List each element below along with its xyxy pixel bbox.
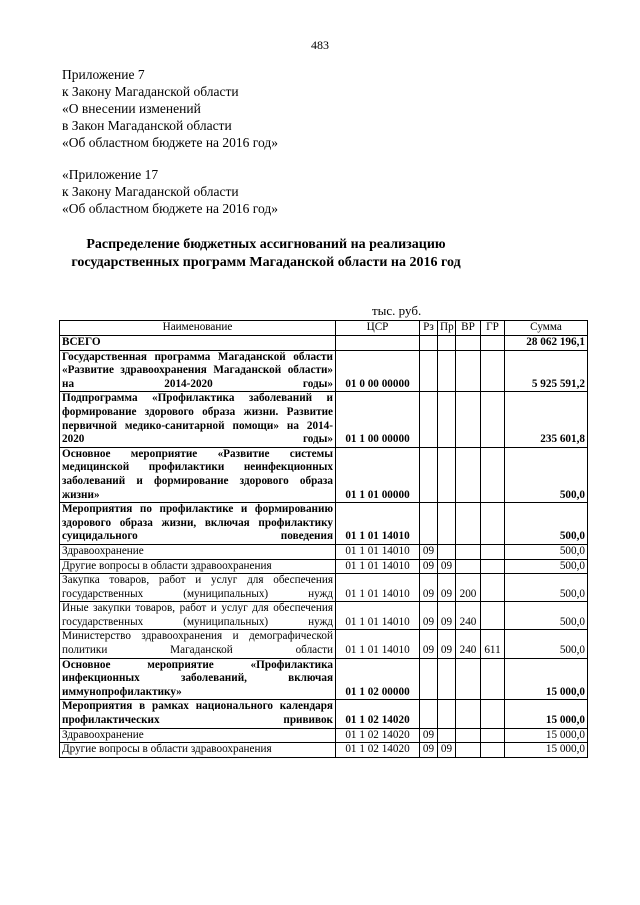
cell-rz: 09 [420, 602, 438, 630]
cell-gr [481, 392, 505, 447]
cell-gr [481, 559, 505, 574]
table-row [60, 630, 588, 658]
cell-rz: 09 [420, 574, 438, 602]
cell-csr: 01 1 02 00000 [336, 658, 420, 700]
annex-line: Приложение 7 [62, 67, 145, 82]
cell-vr [456, 392, 481, 447]
cell-gr [481, 728, 505, 743]
cell-sum: 500,0 [505, 447, 588, 502]
cell-vr [456, 743, 481, 758]
cell-name: Основное мероприятие «Профилактика инфекционных заболеваний, включая иммунопрофилактику» [60, 658, 336, 700]
annex-header-original [62, 166, 278, 217]
cell-rz [420, 350, 438, 392]
cell-csr: 01 1 01 14010 [336, 630, 420, 658]
cell-rz [420, 658, 438, 700]
cell-pr [438, 350, 456, 392]
cell-name: Здравоохранение [60, 544, 336, 559]
cell-gr [481, 447, 505, 502]
cell-name: Мероприятия по профилактике и формированию здорового образа жизни, включая профилактику суицидального поведения [60, 503, 336, 545]
cell-sum: 15 000,0 [505, 658, 588, 700]
cell-csr: 01 1 01 14010 [336, 602, 420, 630]
cell-sum: 500,0 [505, 559, 588, 574]
cell-gr [481, 602, 505, 630]
table-row [60, 559, 588, 574]
cell-vr [456, 700, 481, 728]
cell-csr: 01 1 01 00000 [336, 447, 420, 502]
cell-vr [456, 559, 481, 574]
annex-line: «О внесении изменений [62, 101, 201, 116]
cell-name: Основное мероприятие «Развитие системы медицинской профилактики неинфекционных заболеваний и формирование здорового образа жизни» [60, 447, 336, 502]
header-csr: ЦСР [336, 321, 420, 336]
annex-line: к Закону Магаданской области [62, 184, 239, 199]
cell-pr: 09 [438, 630, 456, 658]
cell-gr [481, 544, 505, 559]
cell-sum: 500,0 [505, 630, 588, 658]
cell-pr [438, 700, 456, 728]
cell-vr [456, 447, 481, 502]
header-rz: Рз [420, 321, 438, 336]
cell-vr [456, 336, 481, 351]
cell-pr: 09 [438, 743, 456, 758]
cell-vr: 240 [456, 630, 481, 658]
cell-pr: 09 [438, 574, 456, 602]
cell-sum: 5 925 591,2 [505, 350, 588, 392]
cell-gr [481, 503, 505, 545]
budget-table [59, 320, 588, 758]
table-row [60, 700, 588, 728]
cell-sum: 500,0 [505, 574, 588, 602]
annex-line: «Об областном бюджете на 2016 год» [62, 201, 278, 216]
cell-gr [481, 350, 505, 392]
header-sum: Сумма [505, 321, 588, 336]
cell-rz [420, 447, 438, 502]
table-row [60, 392, 588, 447]
cell-pr [438, 544, 456, 559]
cell-name: Иные закупки товаров, работ и услуг для обеспечения государственных (муниципальных) нужд [60, 602, 336, 630]
cell-rz: 09 [420, 544, 438, 559]
table-row [60, 447, 588, 502]
header-gr: ГР [481, 321, 505, 336]
cell-vr [456, 544, 481, 559]
cell-name: Другие вопросы в области здравоохранения [60, 743, 336, 758]
table-row [60, 544, 588, 559]
cell-name: Другие вопросы в области здравоохранения [60, 559, 336, 574]
cell-name: Мероприятия в рамках национального календаря профилактических прививок [60, 700, 336, 728]
table-row [60, 574, 588, 602]
cell-csr: 01 1 01 14010 [336, 503, 420, 545]
cell-name: Государственная программа Магаданской области «Развитие здравоохранения Магаданской области» на 2014-2020 годы» [60, 350, 336, 392]
cell-sum: 500,0 [505, 602, 588, 630]
annex-header-current [62, 66, 278, 151]
cell-pr [438, 503, 456, 545]
cell-rz [420, 392, 438, 447]
cell-vr [456, 728, 481, 743]
cell-gr [481, 574, 505, 602]
cell-rz: 09 [420, 559, 438, 574]
cell-csr [336, 336, 420, 351]
cell-vr: 200 [456, 574, 481, 602]
annex-line: к Закону Магаданской области [62, 84, 239, 99]
cell-pr [438, 728, 456, 743]
cell-name: Закупка товаров, работ и услуг для обеспечения государственных (муниципальных) нужд [60, 574, 336, 602]
cell-gr [481, 658, 505, 700]
page-number: 483 [311, 38, 329, 52]
cell-pr: 09 [438, 559, 456, 574]
cell-csr: 01 1 02 14020 [336, 700, 420, 728]
cell-rz [420, 336, 438, 351]
cell-sum: 500,0 [505, 544, 588, 559]
cell-rz: 09 [420, 728, 438, 743]
table-header-row [60, 321, 588, 336]
cell-vr [456, 503, 481, 545]
table-row [60, 728, 588, 743]
cell-pr [438, 658, 456, 700]
cell-pr [438, 447, 456, 502]
cell-vr [456, 658, 481, 700]
cell-pr [438, 392, 456, 447]
cell-csr: 01 1 01 14010 [336, 544, 420, 559]
cell-pr: 09 [438, 602, 456, 630]
cell-csr: 01 1 01 14010 [336, 574, 420, 602]
cell-vr: 240 [456, 602, 481, 630]
cell-rz [420, 700, 438, 728]
cell-sum: 235 601,8 [505, 392, 588, 447]
cell-sum: 500,0 [505, 503, 588, 545]
cell-csr: 01 1 02 14020 [336, 728, 420, 743]
table-row [60, 503, 588, 545]
header-vr: ВР [456, 321, 481, 336]
cell-name: ВСЕГО [60, 336, 336, 351]
cell-csr: 01 1 00 00000 [336, 392, 420, 447]
cell-name: Подпрограмма «Профилактика заболеваний и формирование здорового образа жизни. Развитие первичной медико-санитарной помощи» на 2014-2020 годы» [60, 392, 336, 447]
table-row [60, 602, 588, 630]
header-name: Наименование [60, 321, 336, 336]
cell-sum: 15 000,0 [505, 743, 588, 758]
cell-sum: 15 000,0 [505, 728, 588, 743]
cell-gr [481, 700, 505, 728]
cell-csr: 01 1 02 14020 [336, 743, 420, 758]
header-pr: Пр [438, 321, 456, 336]
table-row [60, 743, 588, 758]
currency-unit: тыс. руб. [372, 303, 422, 318]
cell-rz: 09 [420, 630, 438, 658]
cell-gr [481, 336, 505, 351]
document-title: Распределение бюджетных ассигнований на реализацию государственных программ Магаданской области на 2016 год [71, 237, 461, 270]
annex-line: «Об областном бюджете на 2016 год» [62, 135, 278, 150]
cell-csr: 01 0 00 00000 [336, 350, 420, 392]
table-row [60, 336, 588, 351]
cell-name: Здравоохранение [60, 728, 336, 743]
cell-sum: 28 062 196,1 [505, 336, 588, 351]
table-row [60, 350, 588, 392]
cell-vr [456, 350, 481, 392]
cell-rz [420, 503, 438, 545]
table-row [60, 658, 588, 700]
cell-sum: 15 000,0 [505, 700, 588, 728]
annex-line: «Приложение 17 [62, 167, 159, 182]
cell-csr: 01 1 01 14010 [336, 559, 420, 574]
cell-rz: 09 [420, 743, 438, 758]
cell-gr: 611 [481, 630, 505, 658]
cell-pr [438, 336, 456, 351]
cell-name: Министерство здравоохранения и демографической политики Магаданской области [60, 630, 336, 658]
cell-gr [481, 743, 505, 758]
annex-line: в Закон Магаданской области [62, 118, 232, 133]
